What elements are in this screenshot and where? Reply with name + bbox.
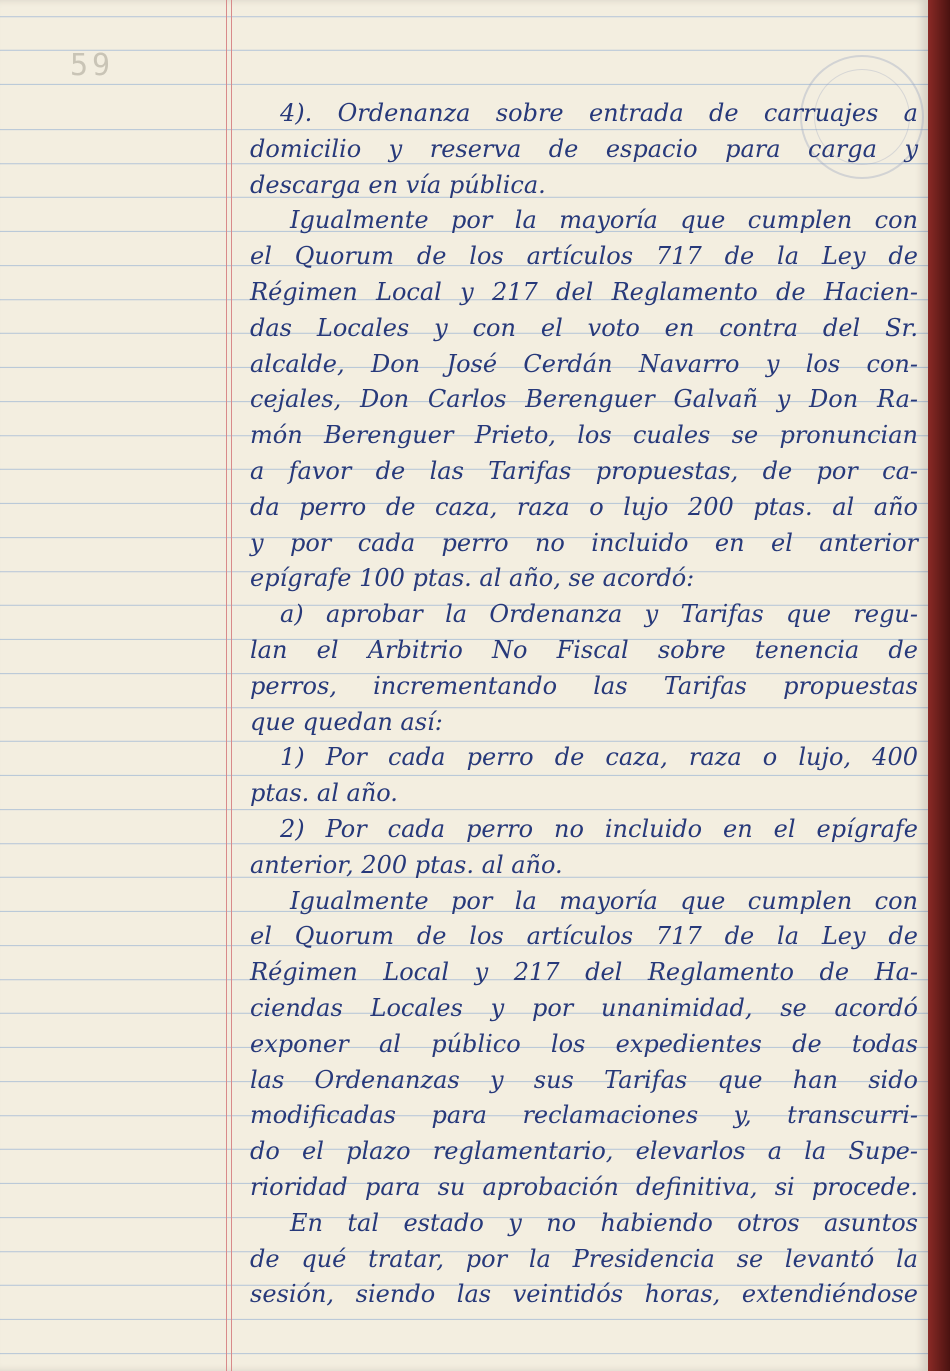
- text-line: las Ordenanzas y sus Tarifas que han sido: [250, 1065, 918, 1094]
- text-line: el Quorum de los artículos 717 de la Ley de: [250, 922, 918, 951]
- text-line: anterior, 200 ptas. al año.: [250, 850, 563, 879]
- text-line: lan el Arbitrio No Fiscal sobre tenencia de: [250, 635, 918, 664]
- text-line: modificadas para reclamaciones y, transcurri-: [250, 1101, 918, 1130]
- text-line: 4). Ordenanza sobre entrada de carruajes a: [280, 99, 918, 127]
- margin-line: [226, 0, 227, 1371]
- text-line: ciendas Locales y por unanimidad, se acordó: [250, 993, 918, 1022]
- text-line: Régimen Local y 217 del Reglamento de Hacien-: [250, 277, 918, 306]
- text-line: a) aprobar la Ordenanza y Tarifas que regu-: [280, 600, 918, 629]
- text-line: y por cada perro no incluido en el anterior: [250, 528, 918, 557]
- text-line: do el plazo reglamentario, elevarlos a la Supe-: [250, 1137, 918, 1166]
- text-line: de qué tratar, por la Presidencia se levantó la: [250, 1244, 918, 1273]
- text-line: 1) Por cada perro de caza, raza o lujo, 400: [280, 743, 918, 772]
- margin-line: [231, 0, 232, 1371]
- text-line: rioridad para su aprobación definitiva, si procede.: [250, 1172, 918, 1201]
- text-line: alcalde, Don José Cerdán Navarro y los con-: [250, 349, 918, 378]
- text-line: domicilio y reserva de espacio para carga y: [250, 134, 918, 163]
- text-line: 2) Por cada perro no incluido en el epígrafe: [280, 814, 918, 843]
- book-binding: [928, 0, 950, 1371]
- text-line: que quedan así:: [250, 707, 443, 736]
- text-line: Igualmente por la mayoría que cumplen con: [290, 206, 918, 235]
- text-line: el Quorum de los artículos 717 de la Ley de: [250, 242, 918, 271]
- text-line: epígrafe 100 ptas. al año, se acordó:: [250, 564, 695, 593]
- text-line: món Berenguer Prieto, los cuales se pronuncian: [250, 421, 918, 450]
- text-line: perros, incrementando las Tarifas propuestas: [250, 671, 918, 700]
- text-line: Igualmente por la mayoría que cumplen con: [290, 886, 918, 915]
- text-line: exponer al público los expedientes de todas: [250, 1029, 918, 1058]
- text-line: ptas. al año.: [250, 779, 398, 808]
- page-number: 59: [70, 48, 115, 83]
- text-line: En tal estado y no habiendo otros asuntos: [290, 1208, 918, 1237]
- text-line: a favor de las Tarifas propuestas, de por ca-: [250, 456, 918, 485]
- text-line: descarga en vía pública.: [250, 170, 546, 199]
- text-line: da perro de caza, raza o lujo 200 ptas. al año: [250, 492, 918, 521]
- text-line: das Locales y con el voto en contra del Sr.: [250, 313, 918, 342]
- text-line: sesión, siendo las veintidós horas, extendiéndose: [250, 1280, 918, 1309]
- text-line: Régimen Local y 217 del Reglamento de Ha-: [250, 958, 918, 987]
- text-line: cejales, Don Carlos Berenguer Galvañ y Don Ra-: [250, 385, 918, 414]
- handwritten-text: [250, 96, 918, 1313]
